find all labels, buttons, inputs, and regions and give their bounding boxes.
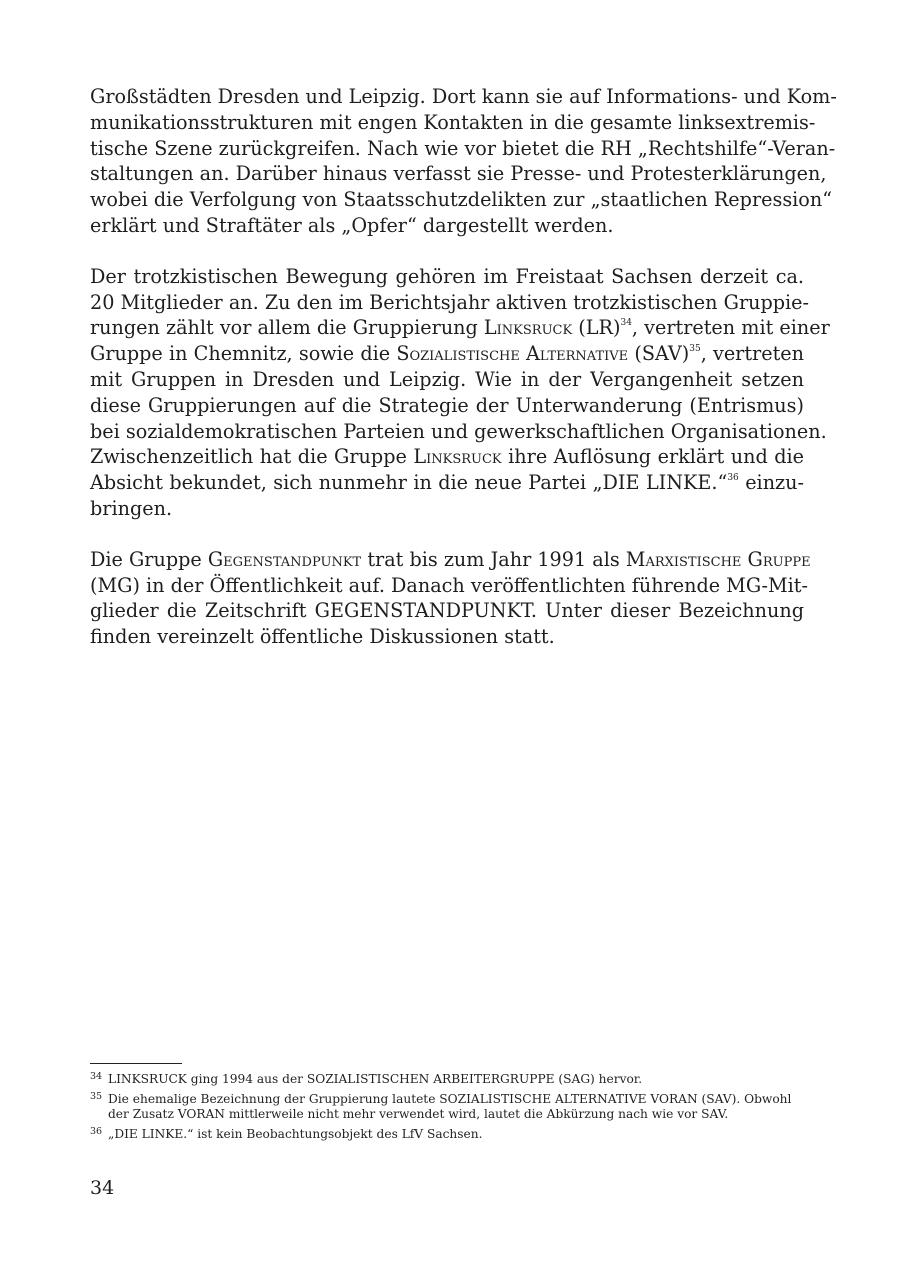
text-line [90,341,804,367]
text-segment: Gruppe in Chemnitz, sowie die [90,342,397,366]
paragraph-gegenstandpunkt [90,547,811,650]
footnote-number: 34 [90,1071,103,1082]
text-line: staltungen an. Darüber hinaus verfasst sie Presse- und Protesterklärungen, [90,162,827,186]
text-line: Großstädten Dresden und Leipzig. Dort kann sie auf Informations- und Kom- [90,85,837,108]
footnote-text: LINKSRUCK ging 1994 aus der SOZIALISTISCHEN ARBEITERGRUPPE (SAG) hervor. [108,1072,643,1086]
footnote-number: 36 [90,1126,103,1137]
group-name-gegenstandpunkt: Gegenstandpunkt [207,547,362,571]
text-line: bringen. [90,496,173,520]
paragraph-trotskyist [90,264,830,522]
text-segment: (SAV) [628,342,690,366]
text-line: erklärt und Straftäter als „Opfer“ dargestellt werden. [90,213,614,237]
text-segment: trat bis zum Jahr 1991 als [361,547,626,571]
text-segment: Zwischenzeitlich hat die Gruppe [90,445,414,469]
text-line [90,315,830,341]
text-line: 20 Mitglieder an. Zu den im Berichtsjahr aktiven trotzkistischen Gruppie- [90,290,810,314]
page-body [90,84,837,650]
footnote-ref-36: 36 [727,473,739,484]
group-name-marxistische-gruppe: Marxistische Gruppe [625,547,811,571]
group-name-linksruck: Linksruck [413,445,502,469]
text-line: mit Gruppen in Dresden und Leipzig. Wie in der Vergangenheit setzen [90,367,804,391]
text-line [90,470,804,496]
page-number: 34 [90,1177,115,1199]
footnote-text: Die ehemalige Bezeichnung der Gruppierung lautete SOZIALISTISCHE ALTERNATIVE VORAN (SAV). Obwohl der Zusatz VORAN mittlerweile nicht mehr verwendet wird, lautet die Abkürzung nach wie vor SAV. [108,1092,792,1121]
text-segment: , vertreten mit einer [631,316,830,340]
text-line: (MG) in der Öffentlichkeit auf. Danach veröffentlichten führende MG-Mit- [90,573,808,597]
text-line [90,547,811,573]
text-segment: Absicht bekundet, sich nunmehr in die neue Partei „DIE LINKE.“ [90,471,728,495]
text-line: munikationsstrukturen mit engen Kontakten in die gesamte linksextremis- [90,110,816,134]
text-line: wobei die Verfolgung von Staatsschutzdelikten zur „staatlichen Repression“ [90,188,833,212]
footnote-divider [90,1063,182,1064]
footnote-36 [90,1127,810,1142]
group-name-linksruck: Linksruck [483,316,573,340]
text-line: finden vereinzelt öffentliche Diskussionen statt. [90,625,555,649]
text-line: tische Szene zurückgreifen. Nach wie vor bietet die RH „Rechtshilfe“-Veran- [90,136,836,160]
text-segment: Die Gruppe [90,547,208,571]
text-line: bei sozialdemokratischen Parteien und gewerkschaftlichen Organisationen. [90,419,827,443]
footnote-number: 35 [90,1091,103,1102]
text-segment: einzu- [738,471,804,495]
text-segment: ihre Auflösung erklärt und die [501,445,805,469]
text-segment: (LR) [572,316,621,340]
footnote-ref-34: 34 [620,318,632,329]
group-name-sav: Sozialistische Alternative [396,342,629,366]
footnote-ref-35: 35 [689,344,701,355]
paragraph-rh [90,84,837,239]
footnote-35 [90,1092,810,1122]
footnote-34 [90,1072,810,1087]
text-line [90,444,804,470]
text-line: diese Gruppierungen auf die Strategie der Unterwanderung (Entrismus) [90,393,804,417]
text-line: Der trotzkistischen Bewegung gehören im Freistaat Sachsen derzeit ca. [90,264,804,288]
text-segment: , vertreten [700,342,805,366]
text-line: glieder die Zeitschrift GEGENSTANDPUNKT. Unter dieser Bezeichnung [90,599,804,623]
footnote-text: „DIE LINKE.“ ist kein Beobachtungsobjekt des LfV Sachsen. [108,1127,483,1141]
text-segment: rungen zählt vor allem die Gruppierung [90,316,484,340]
